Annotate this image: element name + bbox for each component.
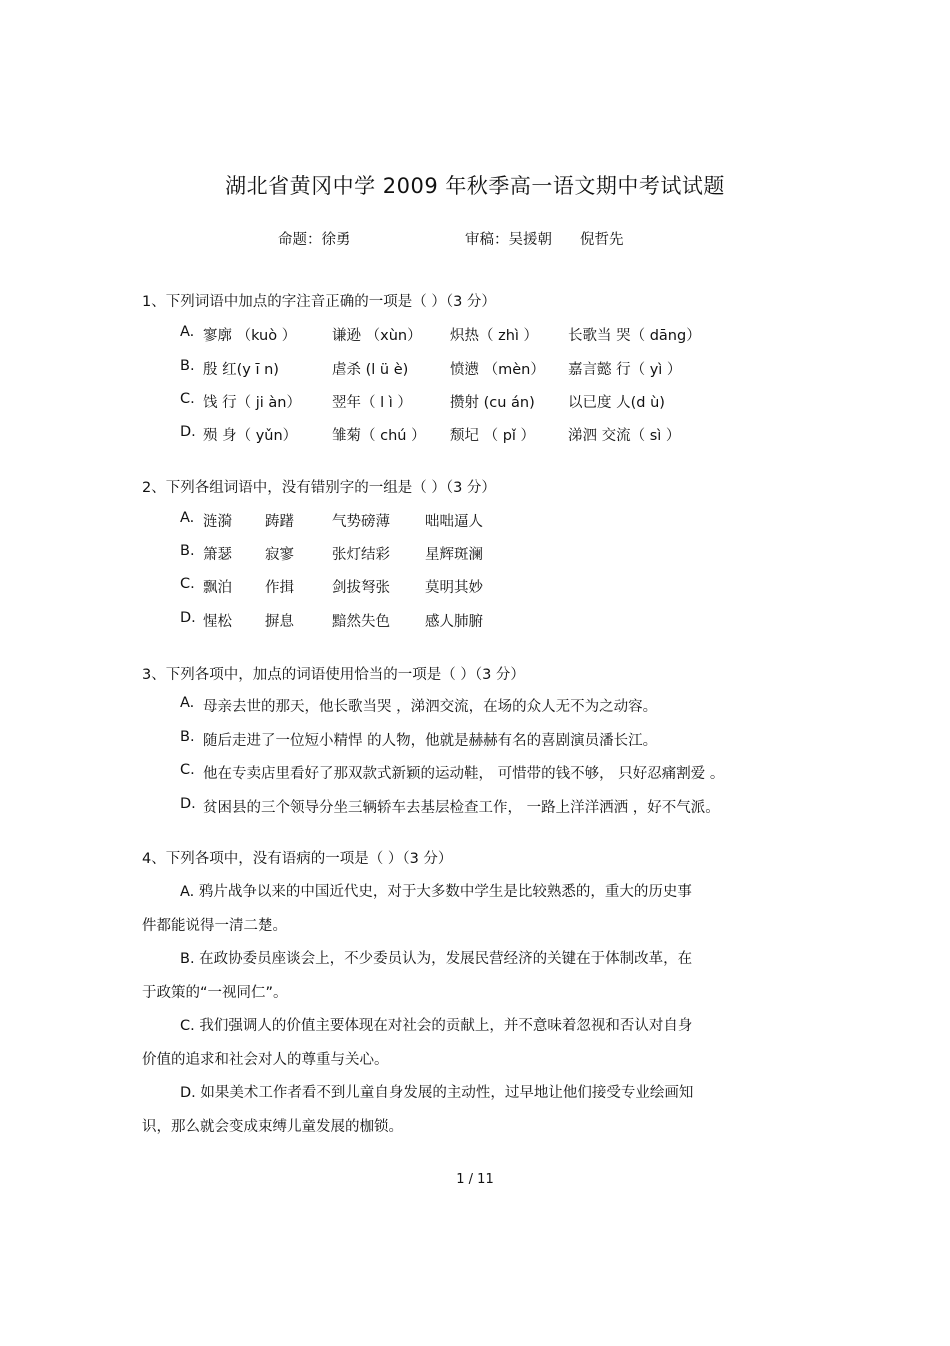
option-item: 涟漪 <box>203 514 232 530</box>
option-item: 长歌当 哭（ dāng） <box>568 328 701 344</box>
option-item: 剑拔弩张 <box>332 580 390 596</box>
option-item: 飘泊 <box>203 580 232 596</box>
option-item: 攒射 (cu án) <box>450 395 535 411</box>
option-item: 莫明其妙 <box>425 580 483 596</box>
reviewer-2: 倪哲先 <box>580 232 624 248</box>
option-text: 随后走进了一位短小精悍 的人物，他就是赫赫有名的喜剧演员潘长江。 <box>203 733 658 749</box>
option-label: D. <box>180 796 196 812</box>
author: 命题：徐勇 <box>278 232 351 248</box>
option-label: B. <box>180 358 195 374</box>
option-label: C. <box>180 1018 195 1034</box>
option-label: B. <box>180 543 195 559</box>
option-item: 愤懑 （mèn） <box>450 362 545 378</box>
option-item: 感人肺腑 <box>425 614 483 630</box>
q4-option-a-line1 <box>180 880 692 901</box>
option-item: 黯然失色 <box>332 614 390 630</box>
reviewers <box>465 228 624 249</box>
question-3-stem: 3、下列各项中，加点的词语使用恰当的一项是（ ）（3 分） <box>142 667 525 683</box>
q4-option-b-line1 <box>180 947 692 968</box>
option-text: 他在专卖店里看好了那双款式新颖的运动鞋， 可惜带的钱不够， 只好忍痛割爱 。 <box>203 766 725 782</box>
option-item: 寂寥 <box>265 547 294 563</box>
option-item: 谦逊 （xùn） <box>332 328 422 344</box>
option-text: 在政协委员座谈会上，不少委员认为，发展民营经济的关键在于体制改革，在 <box>199 951 693 967</box>
option-item: 殒 身（ yǔn） <box>203 428 298 444</box>
option-item: 颓圮 （ pǐ ） <box>450 428 536 444</box>
option-label: D. <box>180 610 196 626</box>
q4-option-b-line2: 于政策的“一视同仁”。 <box>142 985 288 1001</box>
option-item: 涕泗 交流（ sì ） <box>568 428 681 444</box>
option-item: 咄咄逼人 <box>425 514 483 530</box>
option-label: D. <box>180 424 196 440</box>
option-item: 虐杀 (l ü è) <box>332 362 409 378</box>
q4-option-a-line2: 件都能说得一清二楚。 <box>142 918 287 934</box>
option-item: 翌年（ l ì ） <box>332 395 412 411</box>
option-label: C. <box>180 762 195 778</box>
option-item: 殷 红(y ī n) <box>203 362 279 378</box>
option-item: 寥廓 （kuò ） <box>203 328 297 344</box>
option-label: A. <box>180 324 195 340</box>
q4-option-d-line1 <box>180 1081 693 1102</box>
option-text: 母亲去世的那天，他长歌当哭 ，涕泗交流，在场的众人无不为之动容。 <box>203 699 658 715</box>
q4-option-d-line2: 识，那么就会变成束缚儿童发展的枷锁。 <box>142 1119 403 1135</box>
option-text: 我们强调人的价值主要体现在对社会的贡献上，并不意味着忽视和否认对自身 <box>199 1018 693 1034</box>
option-label: C. <box>180 391 195 407</box>
page-title: 湖北省黄冈中学 2009 年秋季高一语文期中考试试题 <box>225 174 725 198</box>
option-item: 雏菊（ chú ） <box>332 428 426 444</box>
question-4-stem: 4、下列各项中，没有语病的一项是（ ）（3 分） <box>142 851 453 867</box>
option-item: 气势磅薄 <box>332 514 390 530</box>
option-item: 作揖 <box>265 580 294 596</box>
option-text: 贫困县的三个领导分坐三辆轿车去基层检查工作， 一路上洋洋洒洒 ，好不气派。 <box>203 800 720 816</box>
question-2-stem: 2、下列各组词语中，没有错别字的一组是（ ）（3 分） <box>142 480 496 496</box>
option-item: 踌躇 <box>265 514 294 530</box>
option-label: D. <box>180 1085 196 1101</box>
page-number: 1 / 11 <box>456 1172 494 1187</box>
option-label: A. <box>180 695 195 711</box>
option-item: 以已度 人(d ù) <box>568 395 665 411</box>
reviewer-1: 审稿：吴援朝 <box>465 232 552 248</box>
option-label: B. <box>180 729 195 745</box>
q4-option-c-line2: 价值的追求和社会对人的尊重与关心。 <box>142 1052 389 1068</box>
option-item: 箫瑟 <box>203 547 232 563</box>
option-item: 炽热（ zhì ） <box>450 328 539 344</box>
question-1-stem: 1、下列词语中加点的字注音正确的一项是（ ）（3 分） <box>142 294 496 310</box>
option-label: A. <box>180 884 195 900</box>
option-item: 惺松 <box>203 614 232 630</box>
option-text: 如果美术工作者看不到儿童自身发展的主动性，过早地让他们接受专业绘画知 <box>200 1085 694 1101</box>
q4-option-c-line1 <box>180 1014 692 1035</box>
option-text: 鸦片战争以来的中国近代史，对于大多数中学生是比较熟悉的，重大的历史事 <box>198 884 692 900</box>
option-label: B. <box>180 951 195 967</box>
option-label: A. <box>180 510 195 526</box>
option-item: 星辉斑澜 <box>425 547 483 563</box>
option-label: C. <box>180 576 195 592</box>
option-item: 饯 行（ ji àn） <box>203 395 301 411</box>
option-item: 摒息 <box>265 614 294 630</box>
option-item: 嘉言懿 行（ yì ） <box>568 362 682 378</box>
option-item: 张灯结彩 <box>332 547 390 563</box>
